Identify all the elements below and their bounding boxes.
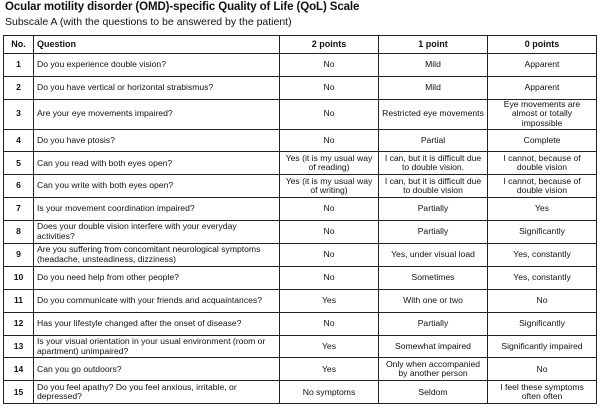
zero-points-cell: I feel these symptoms often often <box>488 381 597 404</box>
table-row <box>4 381 597 404</box>
zero-points-cell: Eye movements are almost or totally impossible <box>488 99 597 129</box>
qol-scale-table <box>3 35 597 404</box>
question-cell: Do you need help from other people? <box>34 266 280 289</box>
table-header-row <box>4 36 597 54</box>
row-number: 15 <box>4 381 34 404</box>
row-number: 14 <box>4 358 34 381</box>
zero-points-cell: I cannot, because of double vision <box>488 175 597 198</box>
table-row <box>4 99 597 129</box>
row-number: 3 <box>4 99 34 129</box>
zero-points-cell: Complete <box>488 129 597 152</box>
one-point-cell: With one or two <box>379 289 488 312</box>
question-cell: Do you communicate with your friends and acquaintances? <box>34 289 280 312</box>
question-cell: Do you have ptosis? <box>34 129 280 152</box>
table-row <box>4 335 597 358</box>
one-point-cell: Partial <box>379 129 488 152</box>
zero-points-cell: Apparent <box>488 76 597 99</box>
table-row <box>4 289 597 312</box>
two-points-cell: Yes (it is my usual way of writing) <box>280 175 379 198</box>
row-number: 11 <box>4 289 34 312</box>
one-point-cell: Partially <box>379 221 488 244</box>
page-subtitle: Subscale A (with the questions to be answered by the patient) <box>5 16 292 28</box>
header-2-points: 2 points <box>280 36 379 54</box>
one-point-cell: I can, but it is difficult due to double vision <box>379 175 488 198</box>
row-number: 13 <box>4 335 34 358</box>
table-row <box>4 129 597 152</box>
two-points-cell: Yes <box>280 289 379 312</box>
row-number: 7 <box>4 198 34 221</box>
row-number: 2 <box>4 76 34 99</box>
two-points-cell: No <box>280 99 379 129</box>
two-points-cell: No <box>280 76 379 99</box>
zero-points-cell: No <box>488 289 597 312</box>
two-points-cell: Yes <box>280 358 379 381</box>
table-row <box>4 266 597 289</box>
row-number: 8 <box>4 221 34 244</box>
header-no: No. <box>4 36 34 54</box>
one-point-cell: Partially <box>379 198 488 221</box>
question-cell: Are you suffering from concomitant neurological symptoms (headache, unsteadiness, dizziness) <box>34 244 280 267</box>
one-point-cell: Yes, under visual load <box>379 244 488 267</box>
page-title: Ocular motility disorder (OMD)-specific Quality of Life (QoL) Scale <box>5 1 360 13</box>
header-0-points: 0 points <box>488 36 597 54</box>
table-row <box>4 312 597 335</box>
table-row <box>4 198 597 221</box>
question-cell: Are your eye movements impaired? <box>34 99 280 129</box>
question-cell: Is your movement coordination impaired? <box>34 198 280 221</box>
zero-points-cell: Apparent <box>488 54 597 77</box>
one-point-cell: Seldom <box>379 381 488 404</box>
zero-points-cell: Significantly impaired <box>488 335 597 358</box>
zero-points-cell: I cannot, because of double vision <box>488 152 597 175</box>
row-number: 5 <box>4 152 34 175</box>
one-point-cell: Partially <box>379 312 488 335</box>
question-cell: Has your lifestyle changed after the onset of disease? <box>34 312 280 335</box>
two-points-cell: No <box>280 129 379 152</box>
two-points-cell: No <box>280 221 379 244</box>
table-row <box>4 175 597 198</box>
one-point-cell: Mild <box>379 54 488 77</box>
zero-points-cell: No <box>488 358 597 381</box>
zero-points-cell: Yes <box>488 198 597 221</box>
two-points-cell: No <box>280 312 379 335</box>
zero-points-cell: Yes, constantly <box>488 266 597 289</box>
row-number: 12 <box>4 312 34 335</box>
zero-points-cell: Yes, constantly <box>488 244 597 267</box>
one-point-cell: Restricted eye movements <box>379 99 488 129</box>
one-point-cell: Somewhat impaired <box>379 335 488 358</box>
table-row <box>4 152 597 175</box>
question-cell: Do you have vertical or horizontal strabismus? <box>34 76 280 99</box>
one-point-cell: I can, but it is difficult due to double vision. <box>379 152 488 175</box>
row-number: 9 <box>4 244 34 267</box>
header-question: Question <box>34 36 280 54</box>
header-1-point: 1 point <box>379 36 488 54</box>
table-row <box>4 76 597 99</box>
zero-points-cell: Significantly <box>488 221 597 244</box>
question-cell: Can you read with both eyes open? <box>34 152 280 175</box>
two-points-cell: No symptoms <box>280 381 379 404</box>
question-cell: Do you experience double vision? <box>34 54 280 77</box>
table-row <box>4 358 597 381</box>
table-row <box>4 54 597 77</box>
row-number: 6 <box>4 175 34 198</box>
two-points-cell: No <box>280 198 379 221</box>
row-number: 1 <box>4 54 34 77</box>
question-cell: Is your visual orientation in your usual environment (room or apartment) unimpaired? <box>34 335 280 358</box>
one-point-cell: Sometimes <box>379 266 488 289</box>
question-cell: Can you go outdoors? <box>34 358 280 381</box>
question-cell: Does your double vision interfere with your everyday activities? <box>34 221 280 244</box>
one-point-cell: Only when accompanied by another person <box>379 358 488 381</box>
two-points-cell: No <box>280 54 379 77</box>
zero-points-cell: Significantly <box>488 312 597 335</box>
table-row <box>4 244 597 267</box>
two-points-cell: No <box>280 244 379 267</box>
two-points-cell: Yes (it is my usual way of reading) <box>280 152 379 175</box>
two-points-cell: Yes <box>280 335 379 358</box>
question-cell: Can you write with both eyes open? <box>34 175 280 198</box>
one-point-cell: Mild <box>379 76 488 99</box>
question-cell: Do you feel apathy? Do you feel anxious, irritable, or depressed? <box>34 381 280 404</box>
two-points-cell: No <box>280 266 379 289</box>
row-number: 10 <box>4 266 34 289</box>
table-row <box>4 221 597 244</box>
row-number: 4 <box>4 129 34 152</box>
